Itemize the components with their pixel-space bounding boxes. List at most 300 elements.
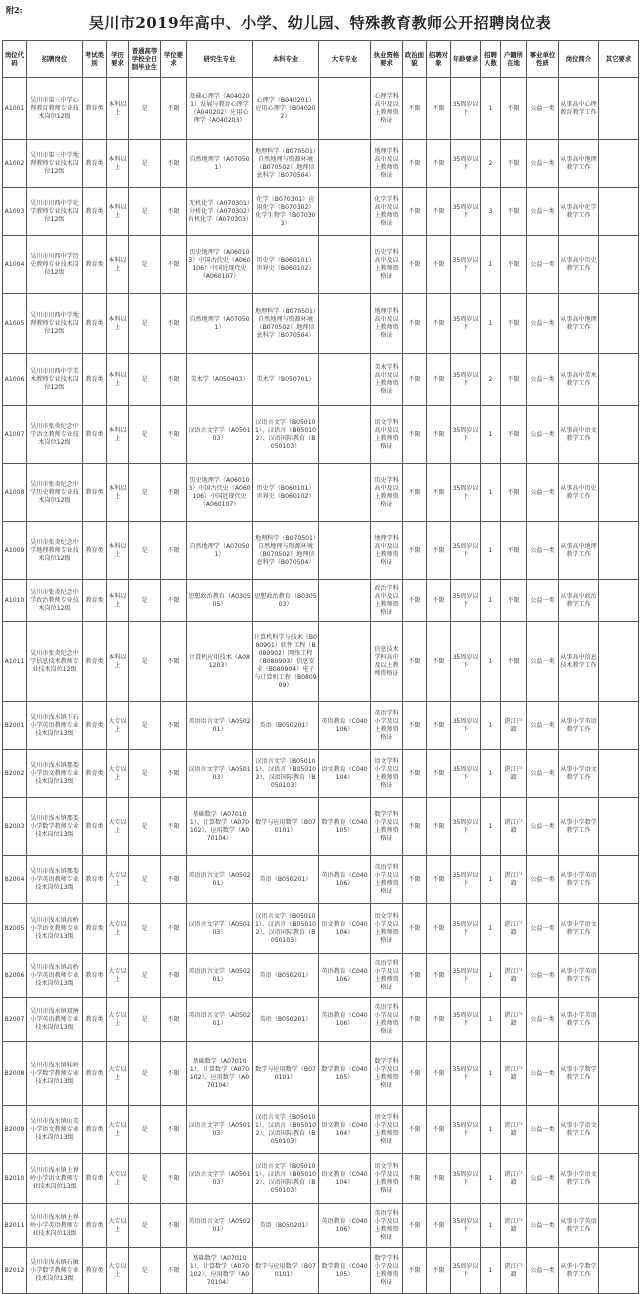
cell-post-name: 吴川市浅水镇山美小学语文教师专业技术岗位13级: [27, 1106, 83, 1154]
cell-age-req: 35周岁以下: [451, 522, 481, 580]
cell-certificate: 数学学科小学及以上教师资格证: [371, 1248, 403, 1294]
cell-post-name: 吴川市第三中学地理教师专业技术岗位12级: [27, 140, 83, 188]
table-row: [3, 904, 639, 954]
cell-education: 大专以上: [107, 856, 129, 904]
cell-college-major: [319, 188, 371, 236]
cell-unit-nature: 公益一类: [527, 1154, 559, 1204]
cell-fulltime: 是: [129, 294, 161, 354]
cell-age-req: 35周岁以下: [451, 406, 481, 464]
cell-bachelor-major: 化学（B070301）应用化学（B070302）化学生物学（B070303）: [253, 188, 319, 236]
cell-bachelor-major: 汉语言文学（B050101）、汉语言（B050102）、汉语国际教育（B050103）: [253, 904, 319, 954]
cell-age-req: 35周岁以下: [451, 904, 481, 954]
cell-degree-req: 不限: [161, 1106, 187, 1154]
cell-post-code: A1009: [3, 522, 27, 580]
cell-headcount: 1: [481, 798, 501, 856]
cell-unit-nature: 公益一类: [527, 464, 559, 522]
cell-post-intro: 从事小学数学教学工作: [559, 1042, 599, 1106]
cell-political-status: 不限: [403, 622, 427, 702]
cell-graduate-major: 自然地理学（A070501）: [187, 294, 253, 354]
cell-target: 不限: [427, 798, 451, 856]
cell-college-major: [319, 580, 371, 622]
cell-degree-req: 不限: [161, 464, 187, 522]
cell-age-req: 35周岁以下: [451, 798, 481, 856]
cell-post-intro: 从事高中地理教学工作: [559, 294, 599, 354]
cell-hukou: 湛江户籍: [501, 998, 527, 1042]
cell-bachelor-major: 汉语言文学（B050101）、汉语言（B050102）、汉语国际教育（B050103）: [253, 1106, 319, 1154]
cell-post-name: 吴川市浅水镇上界岭小学英语教师专业技术岗位13级: [27, 1204, 83, 1248]
cell-unit-nature: 公益一类: [527, 856, 559, 904]
cell-political-status: 不限: [403, 1042, 427, 1106]
cell-bachelor-major: 英语（B050201）: [253, 1204, 319, 1248]
cell-education: 本科以上: [107, 406, 129, 464]
cell-political-status: 不限: [403, 702, 427, 750]
cell-fulltime: 是: [129, 140, 161, 188]
cell-degree-req: 不限: [161, 998, 187, 1042]
cell-headcount: 1: [481, 1248, 501, 1294]
cell-post-intro: 从事小学英语教学工作: [559, 998, 599, 1042]
cell-exam-type: 教育类: [83, 1042, 107, 1106]
cell-headcount: 1: [481, 622, 501, 702]
cell-post-name: 吴川市张炎纪念中学地理教师专业技术岗位12级: [27, 522, 83, 580]
cell-exam-type: 教育类: [83, 954, 107, 998]
cell-post-code: B2010: [3, 1154, 27, 1204]
cell-certificate: 地理学科高中及以上教师资格证: [371, 140, 403, 188]
cell-education: 本科以上: [107, 580, 129, 622]
col-header: 岗位代码: [3, 41, 27, 78]
cell-post-name: 吴川市川西中学化学教师专业技术岗位12级: [27, 188, 83, 236]
cell-post-code: B2003: [3, 798, 27, 856]
cell-education: 大专以上: [107, 1106, 129, 1154]
cell-fulltime: 是: [129, 904, 161, 954]
table-row: [3, 1154, 639, 1204]
cell-unit-nature: 公益一类: [527, 1248, 559, 1294]
cell-degree-req: 不限: [161, 236, 187, 294]
cell-education: 大专以上: [107, 798, 129, 856]
cell-fulltime: 是: [129, 188, 161, 236]
cell-college-major: [319, 522, 371, 580]
cell-degree-req: 不限: [161, 1204, 187, 1248]
cell-degree-req: 不限: [161, 580, 187, 622]
cell-post-intro: 从事小学英语教学工作: [559, 954, 599, 998]
cell-other-req: [599, 1106, 639, 1154]
cell-political-status: 不限: [403, 522, 427, 580]
cell-age-req: 35周岁以下: [451, 580, 481, 622]
cell-college-major: [319, 354, 371, 406]
cell-hukou: 不限: [501, 406, 527, 464]
cell-post-code: B2012: [3, 1248, 27, 1294]
cell-age-req: 35周岁以下: [451, 856, 481, 904]
cell-fulltime: 是: [129, 1106, 161, 1154]
cell-certificate: 语文学科小学及以上教师资格证: [371, 904, 403, 954]
cell-political-status: 不限: [403, 294, 427, 354]
cell-target: 不限: [427, 1204, 451, 1248]
cell-exam-type: 教育类: [83, 1154, 107, 1204]
cell-target: 不限: [427, 294, 451, 354]
cell-education: 大专以上: [107, 750, 129, 798]
cell-target: 不限: [427, 236, 451, 294]
cell-post-code: A1008: [3, 464, 27, 522]
cell-headcount: 1: [481, 406, 501, 464]
cell-target: 不限: [427, 1106, 451, 1154]
cell-target: 不限: [427, 522, 451, 580]
cell-graduate-major: 汉语言文字学（A050103）: [187, 406, 253, 464]
cell-post-code: B2008: [3, 1042, 27, 1106]
cell-unit-nature: 公益一类: [527, 236, 559, 294]
cell-headcount: 1: [481, 1106, 501, 1154]
cell-target: 不限: [427, 954, 451, 998]
cell-headcount: 1: [481, 904, 501, 954]
cell-unit-nature: 公益一类: [527, 798, 559, 856]
cell-degree-req: 不限: [161, 294, 187, 354]
cell-bachelor-major: 英语（B050201）: [253, 856, 319, 904]
cell-graduate-major: 英语语言文学（A050201）: [187, 856, 253, 904]
cell-post-intro: 从事高中美术教学工作: [559, 354, 599, 406]
cell-headcount: 1: [481, 1204, 501, 1248]
table-row: [3, 580, 639, 622]
cell-post-intro: 从事高中语文教学工作: [559, 406, 599, 464]
cell-hukou: 湛江户籍: [501, 1154, 527, 1204]
cell-post-intro: 从事高中心理教育教学工作: [559, 78, 599, 140]
cell-exam-type: 教育类: [83, 1248, 107, 1294]
cell-political-status: 不限: [403, 1248, 427, 1294]
cell-other-req: [599, 702, 639, 750]
cell-college-major: [319, 464, 371, 522]
col-header: 年龄要求: [451, 41, 481, 78]
cell-post-name: 吴川市第三中学心理教育教师专业技术岗位12级: [27, 78, 83, 140]
cell-post-code: B2011: [3, 1204, 27, 1248]
cell-other-req: [599, 750, 639, 798]
cell-exam-type: 教育类: [83, 188, 107, 236]
cell-other-req: [599, 1154, 639, 1204]
cell-other-req: [599, 904, 639, 954]
cell-post-name: 吴川市张炎纪念中学历史教师专业技术岗位12级: [27, 464, 83, 522]
cell-bachelor-major: 数学与应用数学（B070101）: [253, 1042, 319, 1106]
cell-graduate-major: 基础心理学（A040201）发展与教育心理学（A040202）应用心理学（A040203）: [187, 78, 253, 140]
cell-political-status: 不限: [403, 140, 427, 188]
cell-headcount: 1: [481, 1154, 501, 1204]
col-header: 学历要求: [107, 41, 129, 78]
cell-bachelor-major: 美术学（B050701）: [253, 354, 319, 406]
cell-education: 大专以上: [107, 1248, 129, 1294]
cell-graduate-major: 基础数学（A070101）、计算数学（A070102）、应用数学（A070104）: [187, 798, 253, 856]
cell-education: 本科以上: [107, 140, 129, 188]
cell-graduate-major: 英语语言文学（A050201）: [187, 954, 253, 998]
cell-target: 不限: [427, 1042, 451, 1106]
cell-fulltime: 是: [129, 236, 161, 294]
cell-college-major: 英语教育（C040106）: [319, 1204, 371, 1248]
cell-other-req: [599, 522, 639, 580]
cell-education: 本科以上: [107, 354, 129, 406]
cell-hukou: 不限: [501, 188, 527, 236]
cell-degree-req: 不限: [161, 1042, 187, 1106]
cell-exam-type: 教育类: [83, 702, 107, 750]
cell-unit-nature: 公益一类: [527, 998, 559, 1042]
col-header: 普通高等学校全日制毕业生: [129, 41, 161, 78]
cell-fulltime: 是: [129, 1248, 161, 1294]
cell-target: 不限: [427, 998, 451, 1042]
cell-degree-req: 不限: [161, 750, 187, 798]
cell-post-intro: 从事高中信息技术教学工作: [559, 622, 599, 702]
cell-headcount: 1: [481, 750, 501, 798]
cell-target: 不限: [427, 580, 451, 622]
cell-age-req: 35周岁以下: [451, 1204, 481, 1248]
cell-political-status: 不限: [403, 904, 427, 954]
cell-certificate: 英语学科小学及以上教师资格证: [371, 856, 403, 904]
table-row: [3, 406, 639, 464]
cell-unit-nature: 公益一类: [527, 354, 559, 406]
cell-exam-type: 教育类: [83, 798, 107, 856]
cell-unit-nature: 公益一类: [527, 1106, 559, 1154]
cell-other-req: [599, 188, 639, 236]
cell-exam-type: 教育类: [83, 1106, 107, 1154]
cell-hukou: 不限: [501, 522, 527, 580]
cell-exam-type: 教育类: [83, 522, 107, 580]
cell-college-major: 语文教育（C040104）: [319, 750, 371, 798]
cell-exam-type: 教育类: [83, 750, 107, 798]
cell-graduate-major: 英语语言文学（A050201）: [187, 1204, 253, 1248]
cell-hukou: 不限: [501, 622, 527, 702]
cell-graduate-major: 自然地理学（A070501）: [187, 522, 253, 580]
cell-hukou: 不限: [501, 78, 527, 140]
cell-education: 大专以上: [107, 904, 129, 954]
cell-certificate: 语文学科小学及以上教师资格证: [371, 750, 403, 798]
cell-post-code: A1005: [3, 294, 27, 354]
cell-other-req: [599, 954, 639, 998]
cell-unit-nature: 公益一类: [527, 904, 559, 954]
cell-fulltime: 是: [129, 1154, 161, 1204]
cell-post-intro: 从事小学英语教学工作: [559, 1204, 599, 1248]
cell-fulltime: 是: [129, 750, 161, 798]
cell-college-major: [319, 140, 371, 188]
table-row: [3, 954, 639, 998]
cell-graduate-major: 计算机应用技术（A081203）: [187, 622, 253, 702]
cell-post-name: 吴川市浅水镇那娄小学语文教师专业技术岗位13级: [27, 750, 83, 798]
cell-degree-req: 不限: [161, 622, 187, 702]
cell-hukou: 湛江户籍: [501, 1042, 527, 1106]
cell-fulltime: 是: [129, 702, 161, 750]
cell-post-code: A1006: [3, 354, 27, 406]
cell-post-code: B2005: [3, 904, 27, 954]
cell-post-name: 吴川市浅水镇那娄小学数学教师专业技术岗位13级: [27, 798, 83, 856]
cell-headcount: 1: [481, 998, 501, 1042]
table-row: [3, 622, 639, 702]
cell-political-status: 不限: [403, 354, 427, 406]
cell-target: 不限: [427, 188, 451, 236]
cell-post-code: B2009: [3, 1106, 27, 1154]
cell-headcount: 2: [481, 354, 501, 406]
cell-political-status: 不限: [403, 1154, 427, 1204]
cell-college-major: 英语教育（C040106）: [319, 702, 371, 750]
cell-other-req: [599, 856, 639, 904]
cell-graduate-major: 基础数学（A070101）、计算数学（A070102）、应用数学（A070104）: [187, 1042, 253, 1106]
cell-post-intro: 从事小学语文教学工作: [559, 1106, 599, 1154]
cell-post-intro: 从事高中地理教学工作: [559, 140, 599, 188]
cell-degree-req: 不限: [161, 354, 187, 406]
cell-certificate: 地理学科高中及以上教师资格证: [371, 294, 403, 354]
cell-bachelor-major: 英语（B050201）: [253, 702, 319, 750]
cell-graduate-major: 美术学（A050403）: [187, 354, 253, 406]
cell-degree-req: 不限: [161, 188, 187, 236]
cell-post-name: 吴川市浅水镇石敏小学数学教师专业技术岗位13级: [27, 1248, 83, 1294]
cell-graduate-major: 无机化学（A070301）分析化学（A070302）有机化学（A070303）: [187, 188, 253, 236]
cell-bachelor-major: 地理科学（B070501）自然地理与资源环境（B070502）地理信息科学（B070504）: [253, 140, 319, 188]
cell-target: 不限: [427, 750, 451, 798]
cell-certificate: 数学学科小学及以上教师资格证: [371, 1042, 403, 1106]
cell-bachelor-major: 英语（B050201）: [253, 998, 319, 1042]
cell-fulltime: 是: [129, 78, 161, 140]
cell-political-status: 不限: [403, 954, 427, 998]
table-row: [3, 998, 639, 1042]
cell-degree-req: 不限: [161, 856, 187, 904]
col-header: 大专专业: [319, 41, 371, 78]
cell-certificate: 美术学科高中及以上教师资格证: [371, 354, 403, 406]
cell-post-name: 吴川市浅水镇高桥小学语文教师专业技术岗位13级: [27, 904, 83, 954]
cell-post-name: 吴川市浅水镇桂岭小学数学教师专业技术岗位13级: [27, 1042, 83, 1106]
header-row: [3, 41, 639, 78]
cell-hukou: 湛江户籍: [501, 904, 527, 954]
cell-post-code: A1010: [3, 580, 27, 622]
cell-hukou: 不限: [501, 354, 527, 406]
cell-graduate-major: 自然地理学（A070501）: [187, 140, 253, 188]
cell-exam-type: 教育类: [83, 406, 107, 464]
cell-hukou: 不限: [501, 236, 527, 294]
cell-post-name: 吴川市川西中学地理教师专业技术岗位12级: [27, 294, 83, 354]
cell-hukou: 湛江户籍: [501, 702, 527, 750]
cell-other-req: [599, 998, 639, 1042]
cell-unit-nature: 公益一类: [527, 522, 559, 580]
cell-headcount: 1: [481, 580, 501, 622]
cell-post-intro: 从事高中地理教学工作: [559, 522, 599, 580]
cell-headcount: 1: [481, 702, 501, 750]
cell-degree-req: 不限: [161, 140, 187, 188]
cell-unit-nature: 公益一类: [527, 1204, 559, 1248]
cell-graduate-major: 历史地理学（A060103）中国古代史（A060106）中国近现代史（A060107）: [187, 464, 253, 522]
cell-political-status: 不限: [403, 856, 427, 904]
cell-bachelor-major: 计算机科学与技术（B080901）软件工程（B080902）网络工程（B080903）信息安全（B080904）电子与计算机工程（B080909）: [253, 622, 319, 702]
cell-age-req: 35周岁以下: [451, 1106, 481, 1154]
cell-exam-type: 教育类: [83, 354, 107, 406]
table-row: [3, 354, 639, 406]
cell-post-code: A1003: [3, 188, 27, 236]
cell-post-name: 吴川市川西中学历史教师专业技术岗位12级: [27, 236, 83, 294]
cell-hukou: 湛江户籍: [501, 856, 527, 904]
cell-certificate: 英语学科小学及以上教师资格证: [371, 1204, 403, 1248]
cell-hukou: 湛江户籍: [501, 750, 527, 798]
cell-bachelor-major: 数学与应用数学（B070101）: [253, 798, 319, 856]
cell-post-intro: 从事高中历史教学工作: [559, 464, 599, 522]
cell-other-req: [599, 1248, 639, 1294]
col-header: 招聘人数: [481, 41, 501, 78]
cell-age-req: 35周岁以下: [451, 294, 481, 354]
cell-other-req: [599, 1204, 639, 1248]
cell-bachelor-major: 历史学（B060101）世界史（B060102）: [253, 236, 319, 294]
cell-post-name: 吴川市川西中学美术教师专业技术岗位12级: [27, 354, 83, 406]
cell-target: 不限: [427, 78, 451, 140]
cell-post-name: 吴川市浅水镇双塘小学英语教师专业技术岗位13级: [27, 998, 83, 1042]
cell-degree-req: 不限: [161, 1154, 187, 1204]
cell-post-name: 吴川市浅水镇上界岭小学语文教师专业技术岗位13级: [27, 1154, 83, 1204]
cell-education: 大专以上: [107, 702, 129, 750]
cell-fulltime: 是: [129, 580, 161, 622]
cell-other-req: [599, 580, 639, 622]
cell-graduate-major: 英语语言文学（A050201）: [187, 702, 253, 750]
cell-other-req: [599, 354, 639, 406]
cell-target: 不限: [427, 1248, 451, 1294]
cell-bachelor-major: 历史学（B060101）世界史（B060102）: [253, 464, 319, 522]
cell-certificate: 数学学科小学及以上教师资格证: [371, 798, 403, 856]
cell-certificate: 信息技术学科高中及以上教师资格证: [371, 622, 403, 702]
cell-college-major: 语文教育（C040104）: [319, 1154, 371, 1204]
cell-headcount: 3: [481, 188, 501, 236]
cell-graduate-major: 汉语言文字学（A050103）: [187, 750, 253, 798]
cell-fulltime: 是: [129, 1042, 161, 1106]
cell-other-req: [599, 294, 639, 354]
cell-post-code: A1007: [3, 406, 27, 464]
col-header: 考试类别: [83, 41, 107, 78]
cell-education: 本科以上: [107, 622, 129, 702]
table-row: [3, 798, 639, 856]
col-header: 招聘岗位: [27, 41, 83, 78]
cell-unit-nature: 公益一类: [527, 702, 559, 750]
cell-post-intro: 从事小学数学教学工作: [559, 1248, 599, 1294]
cell-graduate-major: 汉语言文字学（A050103）: [187, 1154, 253, 1204]
col-header: 事业单位性质: [527, 41, 559, 78]
cell-other-req: [599, 406, 639, 464]
page-title: 吴川市2019年高中、小学、幼儿园、特殊教育教师公开招聘岗位表: [88, 14, 552, 32]
cell-headcount: 1: [481, 954, 501, 998]
table-row: [3, 1042, 639, 1106]
cell-other-req: [599, 140, 639, 188]
cell-hukou: 湛江户籍: [501, 1106, 527, 1154]
cell-hukou: 不限: [501, 294, 527, 354]
cell-bachelor-major: 数学与应用数学（B070101）: [253, 1248, 319, 1294]
cell-exam-type: 教育类: [83, 1204, 107, 1248]
cell-political-status: 不限: [403, 580, 427, 622]
table-row: [3, 856, 639, 904]
cell-political-status: 不限: [403, 188, 427, 236]
cell-target: 不限: [427, 464, 451, 522]
cell-political-status: 不限: [403, 798, 427, 856]
cell-post-intro: 从事小学语文教学工作: [559, 750, 599, 798]
cell-political-status: 不限: [403, 236, 427, 294]
cell-post-code: B2007: [3, 998, 27, 1042]
cell-age-req: 35周岁以下: [451, 236, 481, 294]
table-row: [3, 236, 639, 294]
cell-certificate: 英语学科小学及以上教师资格证: [371, 702, 403, 750]
cell-headcount: 1: [481, 464, 501, 522]
cell-education: 本科以上: [107, 294, 129, 354]
cell-fulltime: 是: [129, 464, 161, 522]
cell-hukou: 湛江户籍: [501, 798, 527, 856]
cell-education: 本科以上: [107, 78, 129, 140]
table-row: [3, 188, 639, 236]
cell-fulltime: 是: [129, 954, 161, 998]
cell-headcount: 1: [481, 78, 501, 140]
cell-college-major: [319, 406, 371, 464]
table-row: [3, 294, 639, 354]
cell-certificate: 化学学科高中及以上教师资格证: [371, 188, 403, 236]
cell-education: 本科以上: [107, 522, 129, 580]
cell-exam-type: 教育类: [83, 904, 107, 954]
cell-college-major: [319, 236, 371, 294]
col-header: 招聘对象: [427, 41, 451, 78]
cell-college-major: 语文教育（C040104）: [319, 904, 371, 954]
cell-graduate-major: 汉语言文字学（A050103）: [187, 904, 253, 954]
cell-hukou: 不限: [501, 464, 527, 522]
col-header: 学位要求: [161, 41, 187, 78]
col-header: 研究生专业: [187, 41, 253, 78]
cell-other-req: [599, 78, 639, 140]
